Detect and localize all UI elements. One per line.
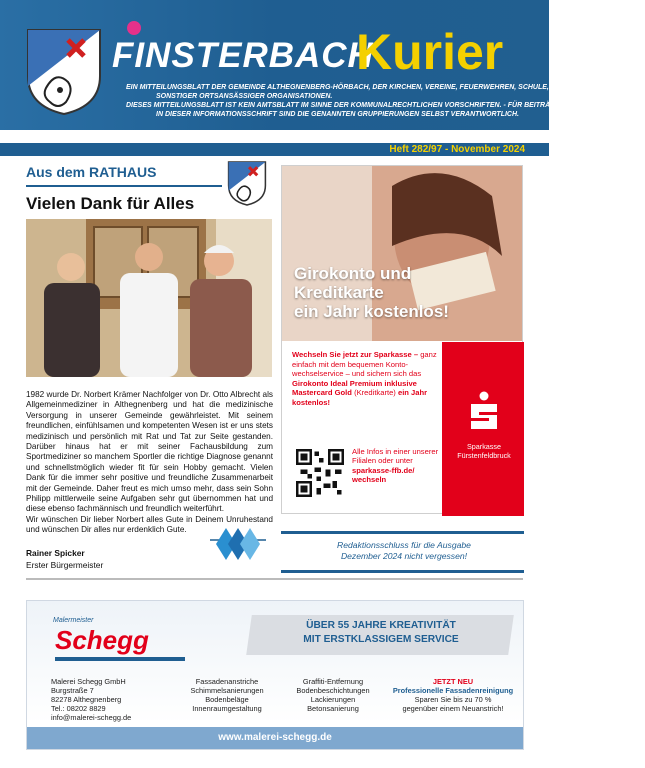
masthead-subline: SONSTIGER ORTSANSÄSSIGER ORGANISATIONEN.: [156, 93, 333, 100]
email-link[interactable]: info@malerei-schegg.de: [51, 713, 132, 722]
ad-text: (Kreditkarte): [354, 388, 396, 398]
deadline-line: Redaktionsschluss für die Ausgabe: [337, 540, 471, 550]
sparkasse-brand: [445, 442, 523, 460]
deadline-rule-top: [281, 531, 524, 534]
ad-url-link[interactable]: sparkasse-ffb.de/ wechseln: [352, 465, 415, 485]
service-item: Bodenbeschichtungen: [296, 686, 370, 695]
ad-text-bold: Girokonto Ideal Premium inklusive Mastercard Gold: [292, 378, 417, 398]
deadline-note: [288, 540, 520, 562]
ad-headline-line: Kreditkarte: [294, 283, 384, 302]
slogan-line: ÜBER 55 JAHRE KREATIVITÄT: [306, 620, 456, 631]
address-line: Burgstraße 7: [51, 686, 94, 695]
qr-code-icon[interactable]: [296, 449, 344, 497]
ad-text-bold: ein Jahr kostenlos!: [292, 388, 428, 407]
new-label: JETZT NEU: [432, 677, 474, 686]
article-paragraph: Wir wünschen Dir lieber Norbert alles Gute in Deinem Unruhestand und wünschen Dir alles nur erdenklich Gute.: [26, 514, 273, 535]
ad-headline-line: Girokonto und: [294, 264, 412, 283]
service-item: Bodenbeläge: [205, 695, 249, 704]
schegg-logo: Schegg: [55, 625, 149, 655]
issue-number: Heft 282/97 - November 2024: [389, 144, 525, 155]
masthead-subline: IN DIESER INFORMATIONSSCHRIFT SIND DIE GENANNTEN GRUPPIERUNGEN SELBST VERANTWORTLICH.: [156, 111, 519, 118]
ad-text-bold: Wechseln Sie jetzt zur Sparkasse –: [292, 350, 419, 359]
masthead-title: FINSTERBACH: [112, 36, 374, 75]
article-headline: Vielen Dank für Alles: [26, 194, 195, 213]
ad-info-text: Alle Infos in einer unserer Filialen oder unter: [352, 447, 439, 466]
schegg-logo-bar: [55, 657, 185, 661]
address-line: Tel.: 08202 8829: [51, 704, 106, 713]
article-paragraph: 1982 wurde Dr. Norbert Krämer Nachfolger von Dr. Otto Albrecht als Allgemeinmediziner in Althegnenberg und hat die medizinische Versorgung in unserer Gemeinde gewährleistet. Mit seinem freundlichen, einfühlsamen und kompetenten Wesen ist er uns stets medizinisch und persönlich mit Rat und Tat zur Seite gestanden. Darüber hinaus hat er mit seiner Fachausbildung zum Sportmediziner so manchem Sportler die richtige Diagnose genannt und schnellstmöglich wieder fit für sein Hobby gemacht. Vielen Dank für die immer sehr positive und freundliche Zusammenarbeit mit der Gemeinde. Daher freut es mich umso mehr, dass sein Sohn Philipp mittlerweile seine Aufgaben sehr gut übernommen hat und diese ebenso fachmännisch und freundlich weiterführt.: [26, 390, 273, 514]
website-link[interactable]: www.malerei-schegg.de: [218, 732, 332, 743]
saving-line: gegenüber einem Neuanstrich!: [402, 704, 504, 713]
ad-info: [352, 447, 440, 485]
municipal-crest-small-icon: [226, 160, 268, 206]
masthead-subline: DIESES MITTEILUNGSBLATT IST KEIN AMTSBLATT IM SINNE DER KOMMUNALRECHTLICHEN VORSCHRIFTEN. - FÜR BEITRÄGE (TEXT UND BILD): [126, 102, 621, 109]
article-photo: [26, 219, 272, 377]
ad-text: ganz einfach mit dem bequemen Konto-wechselservice – und sichern sich das: [292, 350, 437, 379]
ad-body: [292, 350, 438, 408]
diamond-logo-icon: [210, 526, 266, 562]
deadline-rule-bottom: [281, 570, 524, 573]
pink-dot-icon: [127, 21, 141, 35]
service-item: Graffiti-Entfernung: [302, 677, 364, 686]
article-body: [26, 390, 273, 536]
section-rule: [26, 185, 222, 187]
saving-line: Sparen Sie bis zu 70 %: [414, 695, 492, 704]
address-line: Malerei Schegg GmbH: [51, 677, 126, 686]
new-service: Professionelle Fassadenreinigung: [392, 686, 514, 695]
section-heading: Aus dem RATHAUS: [26, 164, 157, 180]
service-item: Schimmelsanierungen: [190, 686, 264, 695]
page-divider: [26, 578, 523, 580]
signature-role: Erster Bürgermeister: [26, 560, 104, 570]
service-item: Innenraumgestaltung: [192, 704, 262, 713]
address-line: 82278 Althegnenberg: [51, 695, 122, 704]
service-item: Betonsanierung: [307, 704, 359, 713]
schegg-tagline: Malermeister: [53, 617, 94, 624]
ad-headline: [294, 264, 449, 321]
sparkasse-logo-icon: [467, 391, 501, 431]
masthead-title-kurier: Kurier: [356, 24, 504, 80]
schegg-ad[interactable]: [26, 600, 524, 750]
brand-line: Fürstenfeldbruck: [457, 451, 511, 460]
service-item: Lackierungen: [310, 695, 356, 704]
ad-headline-line: ein Jahr kostenlos!: [294, 302, 449, 321]
municipal-crest-icon: [24, 26, 104, 116]
slogan-line: MIT ERSTKLASSIGEM SERVICE: [303, 634, 459, 645]
signature-name: Rainer Spicker: [26, 548, 85, 558]
masthead-subline: EIN MITTEILUNGSBLATT DER GEMEINDE ALTHEGNENBERG-HÖRBACH, DER KIRCHEN, VEREINE, FEUERWEHREN, SCHULE, DES KINDERGARTENS UND: [126, 84, 645, 91]
service-item: Fassadenanstriche: [195, 677, 259, 686]
deadline-line: Dezember 2024 nicht vergessen!: [340, 551, 468, 561]
brand-line: Sparkasse: [467, 442, 501, 451]
sparkasse-ad[interactable]: [281, 165, 523, 514]
